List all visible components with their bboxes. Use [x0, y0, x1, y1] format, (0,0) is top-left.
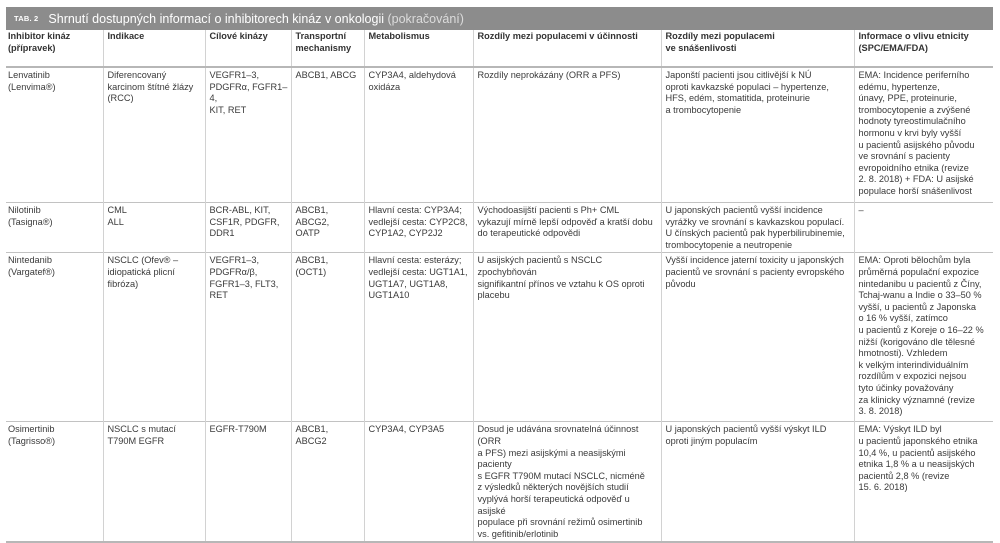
table-title-text: Shrnutí dostupných informací o inhibitorech kináz v onkologii — [48, 11, 388, 26]
cell-transport: ABCB1, ABCG2, OATP — [291, 203, 364, 253]
cell-ethnicity-info: – — [854, 203, 993, 253]
cell-metabolism: CYP3A4, aldehydová oxidáza — [364, 67, 473, 203]
cell-inhibitor: Nilotinib (Tasigna®) — [8, 205, 53, 227]
table-row — [6, 203, 993, 253]
cell-efficacy-diff: Dosud je udávána srovnatelná účinnost (ORR a PFS) mezi asijskými a neasijskými pacienty s EGFR T790M mutací NSCLC, nicméně z výsledků některých novějších studií vyplývá horší terapeutická odpověď u asijské populace při srovnání režimů osimertinib vs. gefitinib/erlotinib — [473, 422, 661, 542]
table-header-row — [6, 30, 993, 67]
table-row — [6, 67, 993, 203]
kinase-inhibitor-table — [6, 30, 993, 543]
header-transport: Transportní mechanismy — [291, 30, 364, 67]
cell-indication: NSCLC (Ofev® – idiopatická plicní fibróza) — [103, 253, 205, 422]
table-title-continued: (pokračování) — [387, 11, 464, 26]
cell-efficacy-diff: Východoasijští pacienti s Ph+ CML vykazují mírně lepší odpověď a kratší dobu do terapeutické odpovědi — [473, 203, 661, 253]
cell-indication: NSCLC s mutací T790M EGFR — [103, 422, 205, 542]
cell-target-kinases: VEGFR1–3, PDGFRα, FGFR1–4, KIT, RET — [205, 67, 291, 203]
cell-inhibitor: Lenvatinib (Lenvima®) — [8, 70, 56, 92]
cell-ethnicity-info: EMA: Výskyt ILD byl u pacientů japonského etnika 10,4 %, u pacientů asijského etnika 1,8 % a u neasijských pacientů 2,8 % (revize 15. 6. 2018) — [854, 422, 993, 542]
cell-metabolism: Hlavní cesta: CYP3A4; vedlejší cesta: CYP2C8, CYP1A2, CYP2J2 — [364, 203, 473, 253]
cell-target-kinases: BCR-ABL, KIT, CSF1R, PDGFR, DDR1 — [205, 203, 291, 253]
cell-transport: ABCB1, (OCT1) — [291, 253, 364, 422]
cell-transport: ABCB1, ABCG2 — [291, 422, 364, 542]
header-tolerability-diff: Rozdíly mezi populacemi ve snášenlivosti — [661, 30, 854, 67]
table-row — [6, 422, 993, 542]
table-title — [48, 12, 464, 26]
cell-tolerability-diff: U japonských pacientů vyšší výskyt ILD oproti jiným populacím — [661, 422, 854, 542]
table-number-label: TAB. 2 — [14, 14, 39, 23]
cell-transport: ABCB1, ABCG — [291, 67, 364, 203]
cell-tolerability-diff: U japonských pacientů vyšší incidence vyrážky ve srovnání s kavkazskou populací. U čínských pacientů pak hyperbilirubinemie, trombocytopenie a neutropenie — [661, 203, 854, 253]
cell-target-kinases: EGFR-T790M — [205, 422, 291, 542]
cell-inhibitor: Osimertinib (Tagrisso®) — [8, 424, 56, 446]
cell-metabolism: CYP3A4, CYP3A5 — [364, 422, 473, 542]
table-title-bar — [6, 7, 993, 30]
header-target-kinases: Cílové kinázy — [205, 30, 291, 67]
cell-ethnicity-info: EMA: Incidence periferního edému, hypertenze, únavy, PPE, proteinurie, trombocytopenie a zvýšené hodnoty tyreostimulačního hormonu v krvi byly vyšší u pacientů asijského původu ve srovnání s pacienty evropoidního etnika (revize 2. 8. 2018) + FDA: U asijské populace horší snášenlivost — [854, 67, 993, 203]
header-inhibitor: Inhibitor kináz (přípravek) — [6, 30, 103, 67]
header-efficacy-diff: Rozdíly mezi populacemi v účinnosti — [473, 30, 661, 67]
cell-efficacy-diff: Rozdíly neprokázány (ORR a PFS) — [473, 67, 661, 203]
cell-indication: Diferencovaný karcinom štítné žlázy (RCC) — [103, 67, 205, 203]
cell-efficacy-diff: U asijských pacientů s NSCLC zpochybňován signifikantní přínos ve vztahu k OS oproti placebu — [473, 253, 661, 422]
cell-tolerability-diff: Japonští pacienti jsou citlivější k NÚ oproti kavkazské populaci – hypertenze, HFS, edém, stomatitida, proteinurie a trombocytopenie — [661, 67, 854, 203]
cell-tolerability-diff: Vyšší incidence jaterní toxicity u japonských pacientů ve srovnání s pacienty evropského původu — [661, 253, 854, 422]
cell-indication: CML ALL — [103, 203, 205, 253]
table-figure — [6, 7, 993, 543]
header-ethnicity-info: Informace o vlivu etnicity (SPC/EMA/FDA) — [854, 30, 993, 67]
header-indication: Indikace — [103, 30, 205, 67]
cell-ethnicity-info: EMA: Oproti bělochům byla průměrná populační expozice nintedanibu u pacientů z Číny, Tchaj-wanu a Indie o 33–50 % vyšší, u pacientů z Japonska o 16 % vyšší, zatímco u pacientů z Koreje o 16–22 % nižší (korigováno dle tělesné hmotnosti). Vzhledem k velkým interindividuálním rozdílům v expozici nejsou tyto účinky považovány za klinicky významné (revize 3. 8. 2018) — [854, 253, 993, 422]
cell-inhibitor: Nintedanib (Vargatef®) — [8, 255, 55, 277]
header-metabolism: Metabolismus — [364, 30, 473, 67]
table-row — [6, 253, 993, 422]
cell-metabolism: Hlavní cesta: esterázy; vedlejší cesta: UGT1A1, UGT1A7, UGT1A8, UGT1A10 — [364, 253, 473, 422]
cell-target-kinases: VEGFR1–3, PDGFRα/β, FGFR1–3, FLT3, RET — [205, 253, 291, 422]
